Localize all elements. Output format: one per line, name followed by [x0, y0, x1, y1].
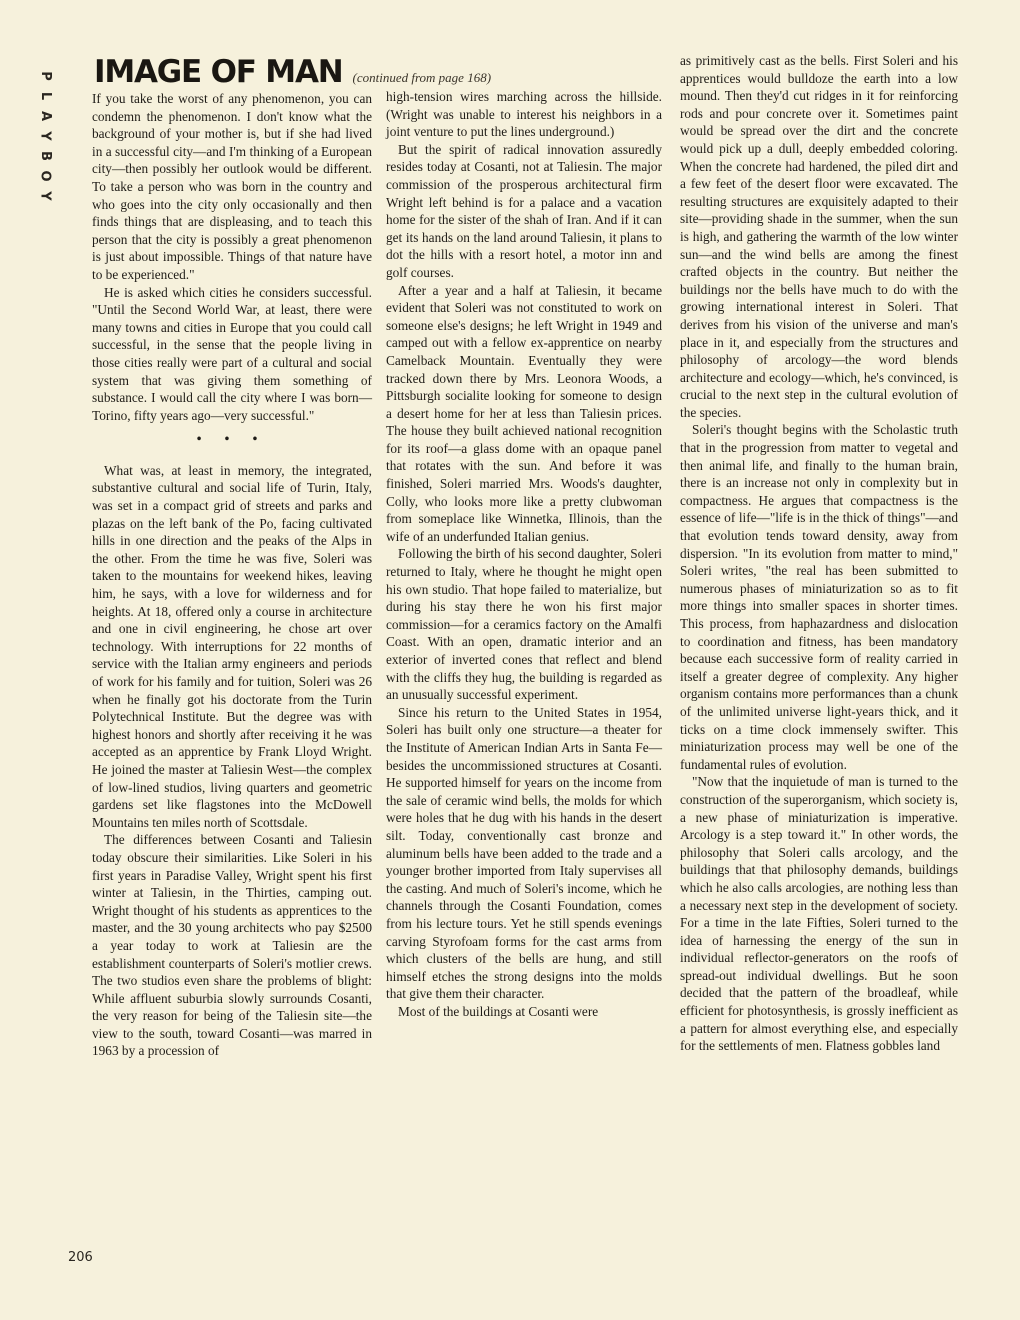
side-label-letter: Y	[37, 191, 53, 201]
side-label-letter: Y	[37, 131, 53, 141]
paragraph: Since his return to the United States in 1954, Soleri has built only one structure—a theater for the Institute of American Indian Arts in Santa Fe—besides the uncommissioned structures at Cosanti. He supported himself for years on the income from the sale of ceramic wind bells, the molds for which were holes that he dug with his hands in the desert silt. Today, conventionally cast bronze and aluminum bells have been added to the trade and a younger brother imported from Italy supervises all the casting. And much of Soleri's income, which he channels through the Cosanti Foundation, comes from his lecture tours. Yet he still spends evenings carving Styrofoam forms for the cast arms from which clusters of the bells are hung, and still himself etches the strong designs into the molds that give them their character.	[386, 704, 662, 1002]
paragraph: as primitively cast as the bells. First Soleri and his apprentices would bulldoze the earth into a low mound. Then they'd cut ridges in it for reinforcing rods and pour concrete over it. Sometimes paint would be spread over the dirt and the concrete would pick up a dull, deeply embedded coloring. When the concrete had hardened, the piled dirt and a few feet of the desert floor were excavated. The resulting structures are exquisitely adapted to their site—providing shade in the summer, when the sun is high, and gathering the warmth of the low winter sun—and the wind bells are among the finest crafted objects in the country. But neither the buildings nor the bells have much to do with the growing international interest in Soleri. That derives from his vision of the universe and man's place in it, and especially from the structures and philosophy of arcology—the word blends architecture and ecology—which, he's convinced, is crucial to the next step in the cultural evolution of the species.	[680, 53, 958, 420]
page-number: 206	[68, 1250, 93, 1265]
text-column-2	[386, 88, 662, 1020]
side-label-letter: O	[38, 170, 53, 182]
paragraph: Following the birth of his second daughter, Soleri returned to Italy, where he thought he might open his own studio. That hope failed to materialize, but during his stay there he won his first major commission—for a ceramics factory on the Amalfi Coast. With an open, dramatic interior and an exterior of inverted cones that reflect and blend with the cliffs they hug, the building is regarded as an unusually successful experiment.	[386, 546, 662, 703]
continued-note: (continued from page 168)	[352, 70, 492, 85]
paragraph: After a year and a half at Taliesin, it became evident that Soleri was not constituted to work on someone else's designs; he left Wright in 1949 and camped out with a fellow ex-apprentice on nearby Camelback Mountain. Eventually they were tracked down there by Mrs. Leonora Woods, a Pittsburgh socialite looking for someone to design a desert home for her at less than Taliesin prices. The house they built achieved national recognition for its roof—a glass dome with an opaque panel that rotates with the sun. And before it was finished, Soleri married Mrs. Woods's daughter, Colly, who looks more like a pretty clubwoman from someplace like Winnetka, Illinois, than the wife of an underfunded Italian genius.	[386, 282, 662, 544]
paragraph: Soleri's thought begins with the Scholastic truth that in the progression from matter to vegetal and then animal life, and finally to the human brain, there is an increase not only in complexity but in compactness. He argues that compactness is the essence of life—"life is in the thick of things"—and that evolution tends toward density, away from dispersion. "In its evolution from matter to mind," Soleri writes, "the real has been submitted to numerous phases of miniaturization so as to fit more things into smaller spaces in shorter times. This process, from haphazardness and dislocation to coordination and fitness, has been mandatory because each successive form of reality carried in itself a greater degree of complexity. Any higher organism contains more performances than a chunk of the unlimited universe light-years thick, and it ticks on a time clock immensely swifter. This miniaturization process may well be one of the fundamental rules of evolution.	[680, 422, 958, 772]
side-label-letter: A	[38, 110, 53, 122]
paragraph: "Now that the inquietude of man is turned to the construction of the superorganism, which society is, a new phase of miniaturization is imperative. Arcology is a step toward it." In other words, the philosophy that Soleri calls arcology, and the buildings that that philosophy demands, buildings which he also calls arcologies, are nothing less than a necessary next step in the development of society. For a time in the late Fifties, Soleri turned to the idea of harnessing the energy of the sun in individual reflector-generators on the roofs of spread-out individual dwellings. But he soon decided that the pattern of the broadleaf, while efficient for photosynthesis, is grossly inefficient as a pattern for almost everything else, and especially for the settlements of men. Flatness gobbles land	[680, 774, 958, 1054]
paragraph: But the spirit of radical innovation assuredly resides today at Cosanti, not at Taliesin. The major commission of the prosperous architectural firm Wright left behind is for a palace and a vacation home for the sister of the shah of Iran. And if it can get its hands on the land around Taliesin, it plans to dot the hills with a resort hotel, a motor inn and golf courses.	[386, 141, 662, 280]
paragraph: He is asked which cities he considers successful. "Until the Second World War, at least, there were many towns and cities in Europe that you could call successful, in the sense that the people living in those cities really were part of a cultural and social system that was giving them something of substance. I would call the city where I was born—Torino, fifty years ago—very successful."	[92, 284, 372, 423]
magazine-side-label	[34, 66, 56, 206]
side-label-letter: L	[37, 91, 53, 101]
side-label-letter: P	[38, 71, 53, 81]
article-title: IMAGE OF MAN	[94, 54, 343, 90]
paragraph: The differences between Cosanti and Taliesin today obscure their similarities. Like Soleri in his first years in Paradise Valley, Wright spent his first winter at Taliesin, in the Thirties, camping out. Wright thought of his students as apprentices to the master, and the 30 young architects who pay $2500 a year today to work at Taliesin are the establishment counterparts of Soleri's motlier crews. The two studios even share the problems of blight: While affluent suburbia slowly surrounds Cosanti, the very reason for being of the Taliesin site—the view to the south, toward Cosanti—was marred in 1963 by a procession of	[92, 832, 372, 1059]
side-label-letter: B	[37, 151, 53, 161]
paragraph: If you take the worst of any phenomenon, you can condemn the phenomenon. I don't know what the background of your mother is, but if she had lived in a successful city—and I'm thinking of a European city—then possibly her outlook would be different. To take a person who was born in the country and who goes into the city only occasionally and then finds things that are displeasing, and to teach this person that the city is possibly a great phenomenon is just about impossible. Things of that nature have to be experienced."	[92, 91, 372, 282]
text-column-1	[92, 90, 372, 1060]
article-header	[94, 54, 491, 90]
paragraph: What was, at least in memory, the integrated, substantive cultural and social life of Turin, Italy, was set in a compact grid of streets and parks and plazas on the left bank of the Po, facing cultivated hills in one direction and the peaks of the Alps in the other. From the time he was five, Soleri was taken to the mountains for weekend hikes, leaving him, he says, with a love for wilderness and for heights. At 18, offered only a course in architecture and one in civil engineering, he chose art over technology. With interruptions for 22 months of service with the Italian army engineers and periods of work for his family and for tuition, Soleri was 26 when he finally got his doctorate from the Turin Polytechnical Institute. But the degree was with highest honors and shortly after receiving it he was accepted as an apprentice by Frank Lloyd Wright. He joined the master at Taliesin West—the complex of low-lined studios, living quarters and geometric gardens set like flagstones into the McDowell Mountains ten miles north of Scottsdale.	[92, 462, 372, 830]
paragraph: Most of the buildings at Cosanti were	[398, 1003, 599, 1019]
paragraph: high-tension wires marching across the hillside. (Wright was unable to interest his neighbors in a joint venture to put the lines underground.)	[386, 89, 662, 140]
section-separator: • • •	[196, 431, 268, 447]
text-column-3	[680, 52, 958, 1055]
